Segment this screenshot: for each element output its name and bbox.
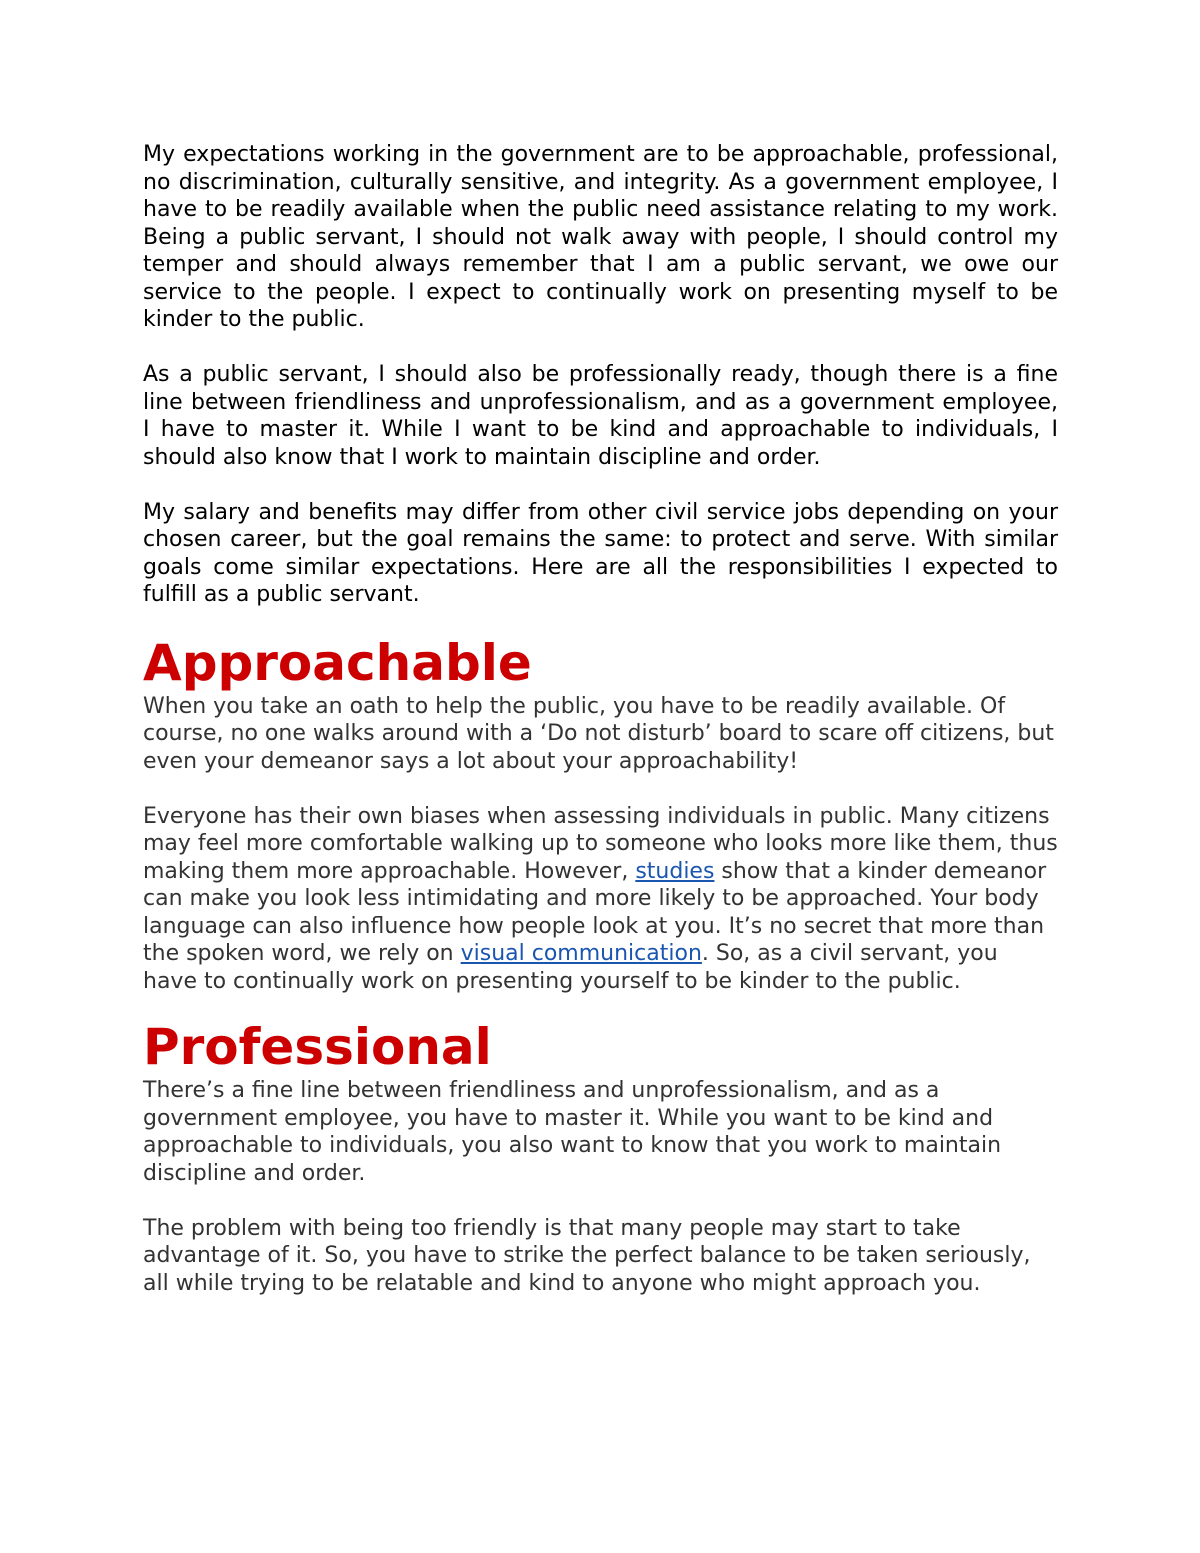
approachable-paragraph-2-part-3: . So, as a civil servant, you have to continually work on presenting yourself to be kinder to the public. xyxy=(143,941,998,994)
professional-paragraph-1: There’s a fine line between friendliness and unprofessionalism, and as a government employee, you have to master it. While you want to be kind and approachable to individuals, you also want to know that you work to maintain discipline and order. xyxy=(143,1078,1002,1186)
approachable-paragraph-1: When you take an oath to help the public, you have to be readily available. Of course, no one walks around with a ‘Do not disturb’ board to scare off citizens, but even your demeanor says a lot about your approachability! xyxy=(143,693,1054,774)
approachable-paragraph-2-part-1: Everyone has their own biases when assessing individuals in public. Many citizens may feel more comfortable walking up to someone who looks more like them, thus making them more approachable. However, xyxy=(143,803,1058,884)
intro-paragraph-3: My salary and benefits may differ from other civil service jobs depending on your chosen career, but the goal remains the same: to protect and serve. With similar goals come similar expectations. Here are all the responsibilities I expected to fulfill as a public servant. xyxy=(143,499,1058,607)
professional-paragraph-2: The problem with being too friendly is that many people may start to take advantage of it. So, you have to strike the perfect balance to be taken seriously, all while trying to be relatable and kind to anyone who might approach you. xyxy=(143,1215,1031,1296)
studies-link[interactable]: studies xyxy=(635,858,715,884)
approachable-heading: Approachable xyxy=(143,633,532,692)
intro-section xyxy=(143,141,1058,609)
visual-communication-link[interactable]: visual communication xyxy=(460,941,702,966)
document-page xyxy=(143,141,1058,1297)
professional-section xyxy=(143,1017,1058,1297)
intro-paragraph-2: As a public servant, I should also be professionally ready, though there is a fine line between friendliness and unprofessionalism, and as a government employee, I have to master it. While I want to be kind and approachable to individuals, I should also know that I work to maintain discipline and order. xyxy=(143,362,1058,470)
professional-heading: Professional xyxy=(143,1018,492,1076)
approachable-paragraph-2-part-2: show that a kinder demeanor can make you look less intimidating and more likely to be approached. Your body language can also influence how people look at you. It’s no secret that more than the spoken word, we rely on xyxy=(143,858,1047,966)
approachable-section xyxy=(143,633,1058,996)
intro-paragraph-1: My expectations working in the government are to be approachable, professional, no discrimination, culturally sensitive, and integrity. As a government employee, I have to be readily available when the public need assistance relating to my work. Being a public servant, I should not walk away with people, I should control my temper and should always remember that I am a public servant, we owe our service to the people. I expect to continually work on presenting myself to be kinder to the public. xyxy=(143,142,1058,332)
approachable-paragraph-2 xyxy=(143,803,1058,996)
